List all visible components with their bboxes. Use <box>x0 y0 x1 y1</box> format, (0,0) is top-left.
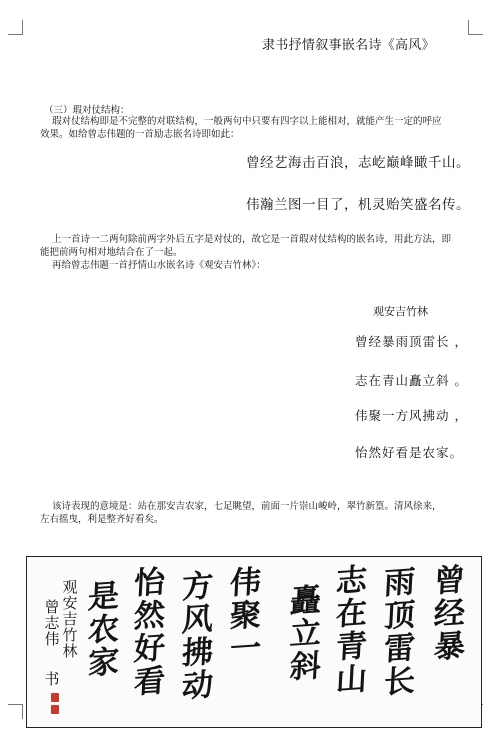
seal-stamp <box>51 705 59 714</box>
poem-line: 伟聚一方风拂动 ， <box>355 408 468 423</box>
paragraph-line: 上一首诗一二两句除前两字外后五字是对仗的，故它是一首瑕对仗结构的嵌名诗，用此方法，即 <box>52 234 452 245</box>
calligraphy-column: 方 风 拂 动 <box>180 567 214 706</box>
calligraphy-column: 雨 顶 雷 长 <box>382 563 416 702</box>
calligraphy-inscription: 曾 志 伟 <box>44 598 60 648</box>
paragraph-artistic-conception <box>40 500 480 526</box>
calligraphy-column: 伟 聚 一 <box>228 563 262 669</box>
calligraphy-inscription: 书 <box>44 670 60 688</box>
calligraphy-image <box>26 556 482 728</box>
poem-line: 怡然好看是农家。 <box>355 445 464 460</box>
page-header-title: 隶书抒情叙事嵌名诗《高风》 <box>262 38 435 53</box>
calligraphy-column: 怡 然 好 看 <box>132 563 166 702</box>
calligraphy-column: 矗 立 斜 <box>288 581 322 687</box>
section-heading: （三）瑕对仗结构： <box>44 105 130 116</box>
paragraph-line: 左右摇曳，利是整齐好看矣。 <box>40 514 164 525</box>
paragraph-line: 该诗表现的意境是：站在那安吉农家，七足眺望，前面一片崇山峻岭，翠竹新篁。清风徐来， <box>52 501 442 512</box>
page-corner-mark <box>468 20 483 35</box>
poem-line: 曾经暴雨顶雷长 ， <box>355 334 468 349</box>
paragraph-line: 瑕对仗结构即是不完整的对联结构，一般两句中只要有四字以上能相对，就能产生一定的呼应 <box>52 116 442 127</box>
paragraph-intro <box>40 115 480 141</box>
paragraph-line: 能把前两句相对地结合在了一起。 <box>40 247 183 258</box>
paragraph-line: 再给曾志伟题一首抒情山水嵌名诗《观安吉竹林》： <box>52 260 266 271</box>
calligraphy-column: 志 在 青 山 <box>334 561 368 700</box>
calligraphy-column: 曾 经 暴 <box>432 561 466 667</box>
poem-title: 观安吉竹林 <box>373 305 428 318</box>
paragraph-line: 效果。如给曾志伟题的一首励志嵌名诗即如此： <box>40 129 240 140</box>
paragraph-explanation <box>40 233 480 272</box>
poem-line: 志在青山矗立斜 。 <box>355 373 468 388</box>
page-corner-mark <box>8 20 23 35</box>
example-poem-line: 伟瀚兰图一目了，机灵贻笑盛名传。 <box>246 197 470 213</box>
example-poem-line: 曾经艺海击百浪，志屹巅峰瞰千山。 <box>246 155 470 171</box>
page-corner-mark <box>8 704 23 719</box>
calligraphy-inscription: 观 安 吉 竹 林 <box>62 578 78 660</box>
seal-stamp <box>51 693 59 702</box>
calligraphy-column: 是 农 家 <box>86 577 120 683</box>
